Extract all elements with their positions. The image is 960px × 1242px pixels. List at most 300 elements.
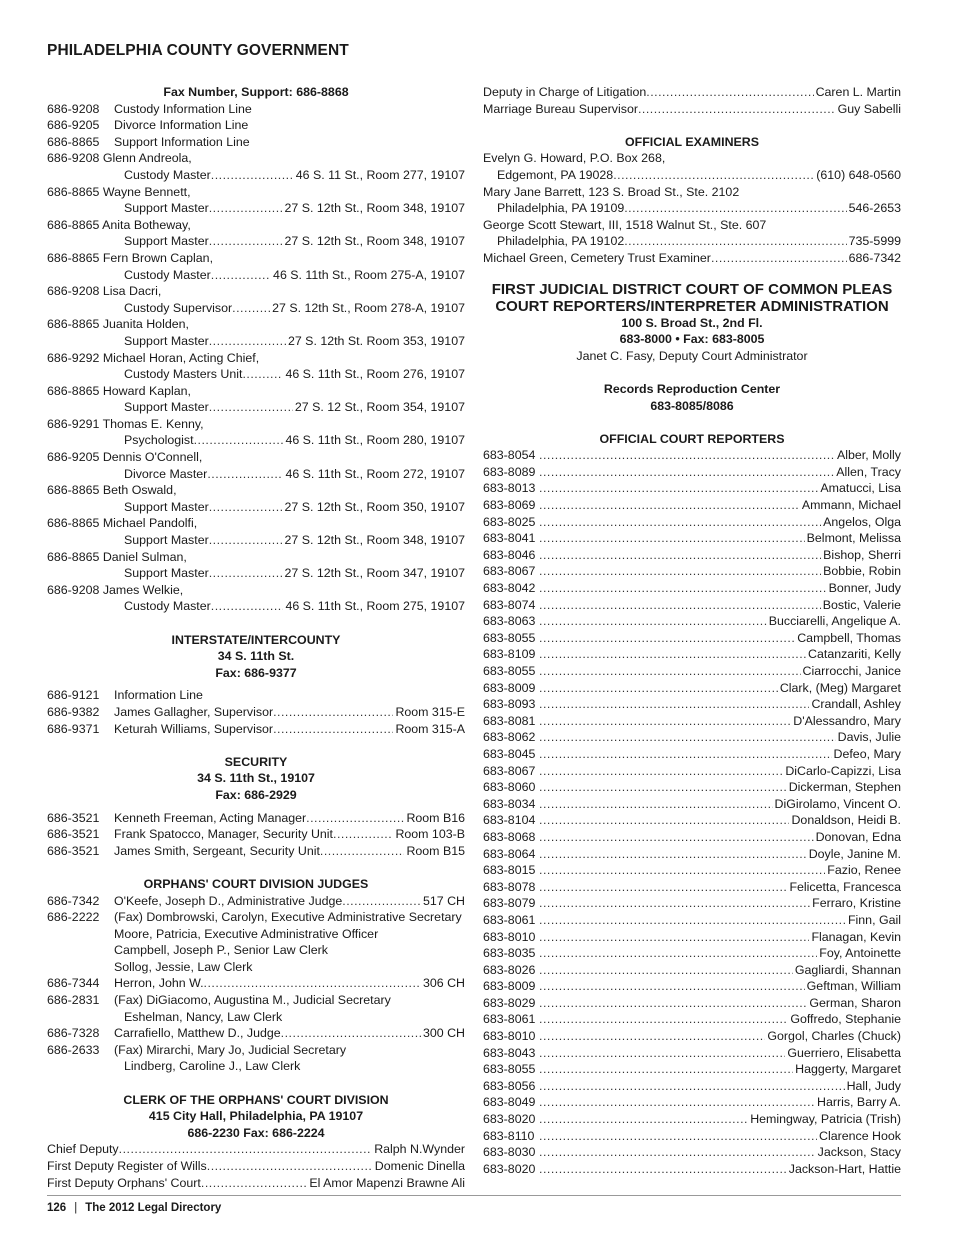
master-title: Support Master xyxy=(124,201,209,216)
master-title: Custody Supervisor xyxy=(124,300,233,315)
master-name-line xyxy=(47,350,465,367)
master-title: Psychologist xyxy=(124,433,194,448)
master-name: Thomas E. Kenny, xyxy=(102,416,204,431)
examiner-phone: 735-5999 xyxy=(848,234,901,249)
master-title-row xyxy=(47,598,465,615)
reporter-phone: 683-8029 xyxy=(483,995,536,1010)
master-location: 46 S. 11th St., Room 275-A, 19107 xyxy=(273,267,465,282)
reporter-row xyxy=(483,1094,901,1111)
security-phone: 686-3521 xyxy=(47,843,100,858)
reporter-phone: 683-8074 xyxy=(483,597,536,612)
reporter-phone: 683-8068 xyxy=(483,829,536,844)
orphans-phone: 686-7344 xyxy=(47,976,100,991)
reporter-phone: 683-8110 xyxy=(483,1128,535,1143)
orphans-row xyxy=(47,909,465,926)
master-phone: 686-8865 xyxy=(47,184,100,199)
master-title-row xyxy=(47,432,465,449)
examiner-row xyxy=(483,167,901,184)
reporter-row xyxy=(483,1045,901,1062)
security-address: 34 S. 11th St., 19107 xyxy=(197,771,315,786)
master-location: 46 S. 11th St., Room 275, 19107 xyxy=(285,599,465,614)
reporter-row xyxy=(483,597,901,614)
security-row xyxy=(47,826,465,843)
reporter-row xyxy=(483,763,901,780)
support-fax-heading: Fax Number, Support: 686-8868 xyxy=(163,85,349,99)
master-title: Support Master xyxy=(124,566,209,581)
reporter-name: Gagliardi, Shannan xyxy=(794,962,901,977)
reporter-name: Amatucci, Lisa xyxy=(820,481,901,496)
reporter-row xyxy=(483,514,901,531)
reporter-phone: 683-8035 xyxy=(483,946,536,961)
orphans-row xyxy=(47,1025,465,1042)
reporter-phone: 683-8015 xyxy=(483,863,536,878)
reporter-row xyxy=(483,1078,901,1095)
reporter-name: Bishop, Sherri xyxy=(823,547,901,562)
info-line-label: Divorce Information Line xyxy=(114,118,249,133)
master-location: 27 S. 12 St., Room 354, 19107 xyxy=(294,400,465,415)
orphans-phone: 686-2633 xyxy=(47,1042,100,1057)
examiner-row xyxy=(483,233,901,250)
orphans-room: 306 CH xyxy=(422,976,465,991)
clerk-name: Ralph N.Wynder xyxy=(374,1142,465,1157)
master-title: Custody Master xyxy=(124,267,211,282)
master-title: Custody Master xyxy=(124,167,211,182)
clerk-name: Domenic Dinella xyxy=(374,1159,465,1173)
reporter-row xyxy=(483,464,901,481)
reporter-name: Ciarrocchi, Janice xyxy=(802,664,901,678)
interstate-name: Information Line xyxy=(114,688,203,703)
clerk-name: El Amor Mapenzi Brawne Ali xyxy=(309,1175,465,1190)
clerk-phone: 686-2230 Fax: 686-2224 xyxy=(187,1125,325,1140)
reporter-phone: 683-8062 xyxy=(483,730,536,745)
reporter-row xyxy=(483,680,901,697)
reporter-phone: 683-8078 xyxy=(483,879,536,894)
interstate-heading: INTERSTATE/INTERCOUNTY xyxy=(171,632,341,647)
reporter-name: Doyle, Janine M. xyxy=(808,846,901,861)
reporter-row xyxy=(483,696,901,713)
reporter-row xyxy=(483,746,901,763)
security-name: James Smith, Sergeant, Security Unit xyxy=(114,843,320,858)
reporter-phone: 683-8054 xyxy=(483,448,536,463)
info-line-phone: 686-9208 xyxy=(47,101,100,116)
master-location: 27 S. 12th St., Room 347, 19107 xyxy=(284,566,465,581)
left-column xyxy=(47,84,465,1191)
reporter-phone: 683-8056 xyxy=(483,1078,536,1093)
master-name-line xyxy=(47,515,465,532)
master-name: Lisa Dacri, xyxy=(102,284,162,299)
interstate-name: Keturah Williams, Supervisor xyxy=(114,721,274,736)
page-footer xyxy=(47,1202,221,1214)
master-name: Michael Pandolfi, xyxy=(102,516,198,531)
examiner-address: Philadelphia, PA 19109 xyxy=(497,201,625,216)
orphans-name: O'Keefe, Joseph D., Administrative Judge xyxy=(114,893,343,908)
master-name: Howard Kaplan, xyxy=(102,383,191,398)
reporter-row xyxy=(483,497,901,514)
master-phone: 686-8865 xyxy=(47,483,100,498)
reporter-name: Davis, Julie xyxy=(837,730,901,745)
master-phone: 686-9208 xyxy=(47,582,100,597)
reporter-phone: 683-8104 xyxy=(483,813,536,828)
interstate-row xyxy=(47,704,465,721)
reporter-phone: 683-8067 xyxy=(483,564,536,579)
reporter-name: Felicetta, Francesca xyxy=(789,879,901,894)
examiner-line: Evelyn G. Howard, P.O. Box 268, xyxy=(483,151,666,166)
orphans-staff-line: Lindberg, Caroline J., Law Clerk xyxy=(124,1059,301,1074)
examiner-row xyxy=(483,200,901,217)
reporter-name: Ammann, Michael xyxy=(801,498,901,513)
info-line-label: Support Information Line xyxy=(114,134,250,149)
reporter-phone: 683-8043 xyxy=(483,1045,536,1060)
reporter-phone: 683-8046 xyxy=(483,547,536,562)
master-title-row xyxy=(47,466,465,483)
examiners-heading: OFFICIAL EXAMINERS xyxy=(624,134,759,149)
page-header-title: PHILADELPHIA COUNTY GOVERNMENT xyxy=(47,42,349,59)
master-name: Beth Oswald, xyxy=(102,483,177,498)
reporter-phone: 683-8026 xyxy=(483,962,536,977)
reporter-phone: 683-8025 xyxy=(483,514,536,529)
reporter-phone: 683-8063 xyxy=(483,614,536,629)
master-title: Support Master xyxy=(124,533,209,548)
footer-divider xyxy=(47,1195,901,1196)
master-location: 27 S. 12th St., Room 350, 19107 xyxy=(284,499,465,514)
reporter-row xyxy=(483,862,901,879)
master-location: 27 S. 12th St. Room 353, 19107 xyxy=(287,333,465,348)
orphans-staff-line: Moore, Patricia, Executive Administrative Officer xyxy=(114,926,379,941)
master-name-line xyxy=(47,582,465,599)
reporter-row xyxy=(483,1011,901,1028)
reporter-name: Hall, Judy xyxy=(846,1078,901,1093)
interstate-address: 34 S. 11th St. xyxy=(217,649,295,664)
reporter-row xyxy=(483,729,901,746)
master-phone: 686-8865 xyxy=(47,217,100,232)
reporter-row xyxy=(483,929,901,946)
orphans-heading: ORPHANS' COURT DIVISION JUDGES xyxy=(143,876,369,891)
reporter-name: Angelos, Olga xyxy=(823,514,901,529)
reporter-name: Hemingway, Patricia (Trish) xyxy=(750,1112,901,1127)
orphans-staff-line: Campbell, Joseph P., Senior Law Clerk xyxy=(114,943,328,958)
clerk-label: First Deputy Orphans' Court xyxy=(47,1175,201,1190)
reporter-row xyxy=(483,978,901,995)
master-name: James Welkie, xyxy=(102,582,184,597)
orphans-phone: 686-7328 xyxy=(47,1026,100,1041)
reporter-name: Clarence Hook xyxy=(819,1128,901,1143)
reporter-phone: 683-8067 xyxy=(483,763,536,778)
reporter-name: Jackson, Stacy xyxy=(817,1145,901,1160)
reporter-phone: 683-8093 xyxy=(483,697,536,712)
reporter-phone: 683-8010 xyxy=(483,1029,536,1044)
info-line-phone: 686-8865 xyxy=(47,134,100,149)
reporter-row xyxy=(483,779,901,796)
reporter-name: Campbell, Thomas xyxy=(797,630,901,645)
security-fax: Fax: 686-2929 xyxy=(215,787,297,802)
master-title-row xyxy=(47,399,465,416)
examiner-phone: 686-7342 xyxy=(848,250,901,265)
security-row xyxy=(47,810,465,827)
info-line-row xyxy=(47,117,465,134)
reporter-name: DiGirolamo, Vincent O. xyxy=(774,796,901,811)
reporter-name: Haggerty, Margaret xyxy=(795,1062,901,1077)
master-name-line xyxy=(47,184,465,201)
reporter-phone: 683-8009 xyxy=(483,680,536,695)
reporter-row xyxy=(483,713,901,730)
reporter-name: Harris, Barry A. xyxy=(817,1095,901,1110)
master-location: 46 S. 11th St., Room 276, 19107 xyxy=(285,367,465,382)
reporter-row xyxy=(483,1061,901,1078)
master-title: Custody Master xyxy=(124,599,211,614)
deputy-row xyxy=(483,84,901,101)
examiner-row xyxy=(483,250,901,267)
deputy-label: Marriage Bureau Supervisor xyxy=(483,101,638,116)
clerk-address: 415 City Hall, Philadelphia, PA 19107 xyxy=(148,1109,364,1124)
master-title-row xyxy=(47,333,465,350)
reporter-phone: 683-8109 xyxy=(483,647,536,662)
reporter-row xyxy=(483,912,901,929)
reporter-phone: 683-8041 xyxy=(483,531,536,546)
reporter-row xyxy=(483,530,901,547)
reporter-name: Clark, (Meg) Margaret xyxy=(779,680,901,695)
master-location: 27 S. 12th St., Room 348, 19107 xyxy=(284,201,465,216)
reporter-name: Bobbie, Robin xyxy=(823,564,901,579)
interstate-phone: 686-9382 xyxy=(47,704,100,719)
reporter-row xyxy=(483,829,901,846)
interstate-phone: 686-9371 xyxy=(47,721,100,736)
reporter-phone: 683-8055 xyxy=(483,664,536,678)
master-phone: 686-9205 xyxy=(47,450,100,465)
reporter-row xyxy=(483,580,901,597)
reporter-row xyxy=(483,945,901,962)
security-name: Kenneth Freeman, Acting Manager xyxy=(114,810,307,825)
deputy-label: Deputy in Charge of Litigation xyxy=(483,85,647,99)
reporter-row xyxy=(483,879,901,896)
master-phone: 686-9208 xyxy=(47,151,100,166)
reporter-phone: 683-8045 xyxy=(483,746,536,761)
right-column xyxy=(483,84,901,1177)
orphans-name: (Fax) DiGiacomo, Augustina M., Judicial Secretary xyxy=(114,993,391,1008)
master-name: Juanita Holden, xyxy=(102,317,189,332)
orphans-row xyxy=(47,893,465,910)
reporter-row xyxy=(483,1111,901,1128)
master-title: Support Master xyxy=(124,234,209,249)
reporter-name: Ferraro, Kristine xyxy=(812,896,901,911)
examiner-name: Michael Green, Cemetery Trust Examiner xyxy=(483,250,711,265)
deputy-row xyxy=(483,101,901,118)
clerk-heading: CLERK OF THE ORPHANS' COURT DIVISION xyxy=(123,1092,389,1107)
reporter-phone: 683-8089 xyxy=(483,464,536,479)
reporter-row xyxy=(483,447,901,464)
reporter-row xyxy=(483,995,901,1012)
master-title-row xyxy=(47,267,465,284)
master-name: Dennis O'Connell, xyxy=(102,450,203,465)
master-name-line xyxy=(47,316,465,333)
reporter-phone: 683-8055 xyxy=(483,630,536,645)
master-title: Custody Masters Unit xyxy=(124,367,243,382)
master-name-line xyxy=(47,482,465,499)
interstate-phone: 686-9121 xyxy=(47,688,100,703)
reporter-phone: 683-8034 xyxy=(483,796,536,811)
reporter-phone: 683-8010 xyxy=(483,929,536,944)
interstate-room: Room 315-A xyxy=(395,721,465,736)
reporter-row xyxy=(483,480,901,497)
master-location: 46 S. 11th St., Room 272, 19107 xyxy=(285,466,465,481)
records-phone: 683-8085/8086 xyxy=(650,398,734,413)
reporter-name: Gorgol, Charles (Chuck) xyxy=(767,1029,901,1044)
records-heading: Records Reproduction Center xyxy=(603,381,781,396)
master-name: Wayne Bennett, xyxy=(102,184,191,199)
examiner-line: George Scott Stewart, III, 1518 Walnut St., Ste. 607 xyxy=(483,217,767,232)
reporter-row xyxy=(483,1144,901,1161)
examiner-phone: (610) 648-0560 xyxy=(816,167,901,182)
reporter-name: Finn, Gail xyxy=(847,912,901,927)
orphans-staff-line: Sollog, Jessie, Law Clerk xyxy=(114,959,253,974)
interstate-fax: Fax: 686-9377 xyxy=(215,665,297,680)
reporter-phone: 683-8069 xyxy=(483,498,536,513)
security-room: Room B15 xyxy=(406,843,465,858)
reporter-row xyxy=(483,1028,901,1045)
reporters-heading: OFFICIAL COURT REPORTERS xyxy=(599,431,785,446)
court-admin: Janet C. Fasy, Deputy Court Administrator xyxy=(576,348,808,363)
reporter-phone: 683-8042 xyxy=(483,581,536,596)
reporter-phone: 683-8061 xyxy=(483,912,536,927)
reporter-name: Crandall, Ashley xyxy=(811,697,901,712)
master-name-line xyxy=(47,217,465,234)
examiner-address: Edgemont, PA 19028 xyxy=(497,167,614,182)
reporter-phone: 683-8009 xyxy=(483,979,536,994)
info-line-row xyxy=(47,101,465,118)
master-title-row xyxy=(47,499,465,516)
clerk-row xyxy=(47,1141,465,1158)
orphans-staff-line: Eshelman, Nancy, Law Clerk xyxy=(124,1009,283,1024)
reporter-name: Catanzariti, Kelly xyxy=(808,647,901,662)
master-name-line xyxy=(47,150,465,167)
reporter-name: D'Alessandro, Mary xyxy=(793,713,901,728)
reporter-row xyxy=(483,812,901,829)
interstate-row xyxy=(47,687,465,704)
reporter-name: Bucciarelli, Angelique A. xyxy=(768,614,901,629)
master-title: Divorce Master xyxy=(124,466,208,481)
master-phone: 686-8865 xyxy=(47,317,100,332)
publication-title: The 2012 Legal Directory xyxy=(85,1202,222,1214)
reporter-row xyxy=(483,547,901,564)
info-line-row xyxy=(47,134,465,151)
reporter-row xyxy=(483,646,901,663)
master-phone: 686-8865 xyxy=(47,250,100,265)
examiner-phone: 546-2653 xyxy=(848,201,901,216)
master-title-row xyxy=(47,167,465,184)
master-name-line xyxy=(47,416,465,433)
reporter-phone: 683-8013 xyxy=(483,481,536,496)
master-location: 27 S. 12th St., Room 278-A, 19107 xyxy=(272,300,465,315)
examiner-line: Mary Jane Barrett, 123 S. Broad St., Ste. 2102 xyxy=(483,184,740,199)
reporter-row xyxy=(483,630,901,647)
reporter-name: DiCarlo-Capizzi, Lisa xyxy=(785,763,901,778)
orphans-name: (Fax) Mirarchi, Mary Jo, Judicial Secretary xyxy=(114,1042,347,1057)
security-phone: 686-3521 xyxy=(47,827,100,842)
interstate-room: Room 315-E xyxy=(395,704,465,719)
master-name-line xyxy=(47,449,465,466)
court-heading-1: FIRST JUDICIAL DISTRICT COURT OF COMMON PLEAS xyxy=(491,280,893,298)
security-row xyxy=(47,843,465,860)
reporter-phone: 683-8020 xyxy=(483,1112,536,1127)
master-name: Glenn Andreola, xyxy=(102,151,192,166)
deputy-name: Guy Sabelli xyxy=(837,101,901,116)
master-title: Support Master xyxy=(124,499,209,514)
master-phone: 686-9292 xyxy=(47,350,100,365)
reporter-name: Bostic, Valerie xyxy=(822,597,901,612)
security-room: Room B16 xyxy=(406,810,465,825)
orphans-row xyxy=(47,975,465,992)
reporter-phone: 683-8064 xyxy=(483,846,536,861)
reporter-name: Goffredo, Stephanie xyxy=(790,1012,901,1027)
reporter-phone: 683-8060 xyxy=(483,780,536,795)
reporter-row xyxy=(483,663,901,680)
clerk-row xyxy=(47,1175,465,1192)
reporter-name: Donovan, Edna xyxy=(815,829,901,844)
interstate-row xyxy=(47,721,465,738)
clerk-label: Chief Deputy xyxy=(47,1142,119,1157)
reporter-phone: 683-8020 xyxy=(483,1161,536,1176)
orphans-name: Herron, John W. xyxy=(114,976,204,991)
orphans-phone: 686-7342 xyxy=(47,893,100,908)
reporter-row xyxy=(483,895,901,912)
clerk-row xyxy=(47,1158,465,1175)
clerk-label: First Deputy Register of Wills xyxy=(47,1159,207,1173)
master-title-row xyxy=(47,233,465,250)
master-name: Anita Botheway, xyxy=(102,217,191,232)
master-phone: 686-9291 xyxy=(47,416,100,431)
security-phone: 686-3521 xyxy=(47,810,100,825)
master-phone: 686-8865 xyxy=(47,516,100,531)
page-number: 126 xyxy=(47,1202,67,1214)
master-name: Daniel Sulman, xyxy=(102,549,187,564)
interstate-name: James Gallagher, Supervisor xyxy=(114,704,274,719)
security-name: Frank Spatocco, Manager, Security Unit xyxy=(114,827,334,842)
master-location: 46 S. 11th St., Room 280, 19107 xyxy=(285,433,465,448)
master-name-line xyxy=(47,250,465,267)
footer-separator: | xyxy=(74,1202,78,1214)
orphans-room: 517 CH xyxy=(422,893,465,908)
master-location: 27 S. 12th St., Room 348, 19107 xyxy=(284,533,465,548)
orphans-row xyxy=(47,992,465,1009)
reporter-name: German, Sharon xyxy=(809,995,901,1010)
reporter-name: Guerriero, Elisabetta xyxy=(787,1045,901,1060)
master-title: Support Master xyxy=(124,400,209,415)
reporter-phone: 683-8049 xyxy=(483,1095,536,1110)
reporter-name: Belmont, Melissa xyxy=(806,531,901,546)
master-title: Support Master xyxy=(124,333,209,348)
orphans-name: Carrafiello, Matthew D., Judge xyxy=(114,1026,281,1041)
master-name: Michael Horan, Acting Chief, xyxy=(102,350,260,365)
reporter-name: Alber, Molly xyxy=(836,448,901,463)
master-title-row xyxy=(47,565,465,582)
orphans-phone: 686-2222 xyxy=(47,910,100,925)
master-title-row xyxy=(47,366,465,383)
reporter-name: Geftman, William xyxy=(806,979,901,994)
deputy-name: Caren L. Martin xyxy=(815,85,901,99)
master-name-line xyxy=(47,549,465,566)
reporter-row xyxy=(483,613,901,630)
reporter-name: Donaldson, Heidi B. xyxy=(791,813,901,828)
reporter-row xyxy=(483,846,901,863)
master-phone: 686-8865 xyxy=(47,549,100,564)
master-name-line xyxy=(47,283,465,300)
master-phone: 686-8865 xyxy=(47,383,100,398)
reporter-row xyxy=(483,796,901,813)
reporter-row xyxy=(483,962,901,979)
orphans-name: (Fax) Dombrowski, Carolyn, Executive Administrative Secretary xyxy=(114,910,462,925)
reporter-row xyxy=(483,1161,901,1178)
court-heading-2: COURT REPORTERS/INTERPRETER ADMINISTRATION xyxy=(495,297,889,315)
reporter-name: Bonner, Judy xyxy=(828,581,901,596)
